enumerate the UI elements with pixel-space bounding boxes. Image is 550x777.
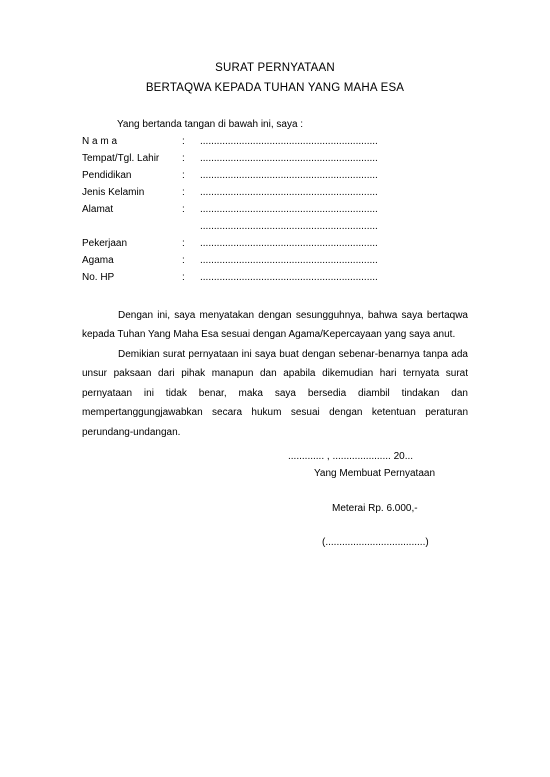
alamat-extra-line: ................................................................ — [200, 221, 378, 232]
field-pekerjaan — [82, 238, 382, 252]
field-tempat-tgl-lahir — [82, 153, 382, 167]
field-agama — [82, 255, 382, 269]
field-blank: ................................................................ — [200, 136, 378, 147]
place-date-line: ............. , ..................... 20... — [288, 451, 414, 462]
field-label: Pendidikan — [82, 170, 132, 181]
field-blank: ................................................................ — [200, 255, 378, 266]
field-jenis-kelamin — [82, 187, 382, 201]
field-colon: : — [182, 170, 185, 181]
field-colon: : — [182, 153, 185, 164]
signature-name-line: (....................................) — [322, 537, 429, 548]
field-label: Jenis Kelamin — [82, 187, 145, 198]
field-colon: : — [182, 238, 185, 249]
stamp-duty-note: Meterai Rp. 6.000,- — [332, 503, 418, 514]
statement-paragraph: Dengan ini, saya menyatakan dengan sesungguhnya, bahwa saya bertaqwa kepada Tuhan Yang Maha Esa sesuai dengan Agama/Kepercayaan yang saya anut. — [82, 310, 468, 341]
field-blank: ................................................................ — [200, 153, 378, 164]
field-colon: : — [182, 136, 185, 147]
intro-text: Yang bertanda tangan di bawah ini, saya : — [117, 119, 304, 130]
field-no-hp — [82, 272, 382, 286]
field-blank: ................................................................ — [200, 272, 378, 283]
field-label: Agama — [82, 255, 114, 266]
field-label: Alamat — [82, 204, 114, 215]
field-alamat — [82, 204, 382, 218]
document-title: SURAT PERNYATAAN — [215, 62, 335, 74]
field-label: Pekerjaan — [82, 238, 128, 249]
field-blank: ................................................................ — [200, 204, 378, 215]
field-colon: : — [182, 187, 185, 198]
document-subtitle: BERTAQWA KEPADA TUHAN YANG MAHA ESA — [145, 82, 405, 94]
field-colon: : — [182, 255, 185, 266]
field-colon: : — [182, 272, 185, 283]
closing-paragraph: Demikian surat pernyataan ini saya buat dengan sebenar-benarnya tanpa ada unsur paksaan dari pihak manapun dan apabila dikemudian hari ternyata surat pernyataan ini tidak benar, maka saya bersedia diambil tindakan dan mempertanggungjawabkan secara hukum sesuai dengan ketentuan peraturan perundang-undangan. — [82, 349, 468, 438]
field-blank: ................................................................ — [200, 187, 378, 198]
field-nama — [82, 136, 382, 150]
field-colon: : — [182, 204, 185, 215]
signatory-caption: Yang Membuat Pernyataan — [314, 468, 436, 479]
field-label: Tempat/Tgl. Lahir — [82, 153, 160, 164]
field-blank: ................................................................ — [200, 170, 378, 181]
field-label: N a m a — [82, 136, 118, 147]
field-pendidikan — [82, 170, 382, 184]
field-label: No. HP — [82, 272, 115, 283]
field-blank: ................................................................ — [200, 238, 378, 249]
